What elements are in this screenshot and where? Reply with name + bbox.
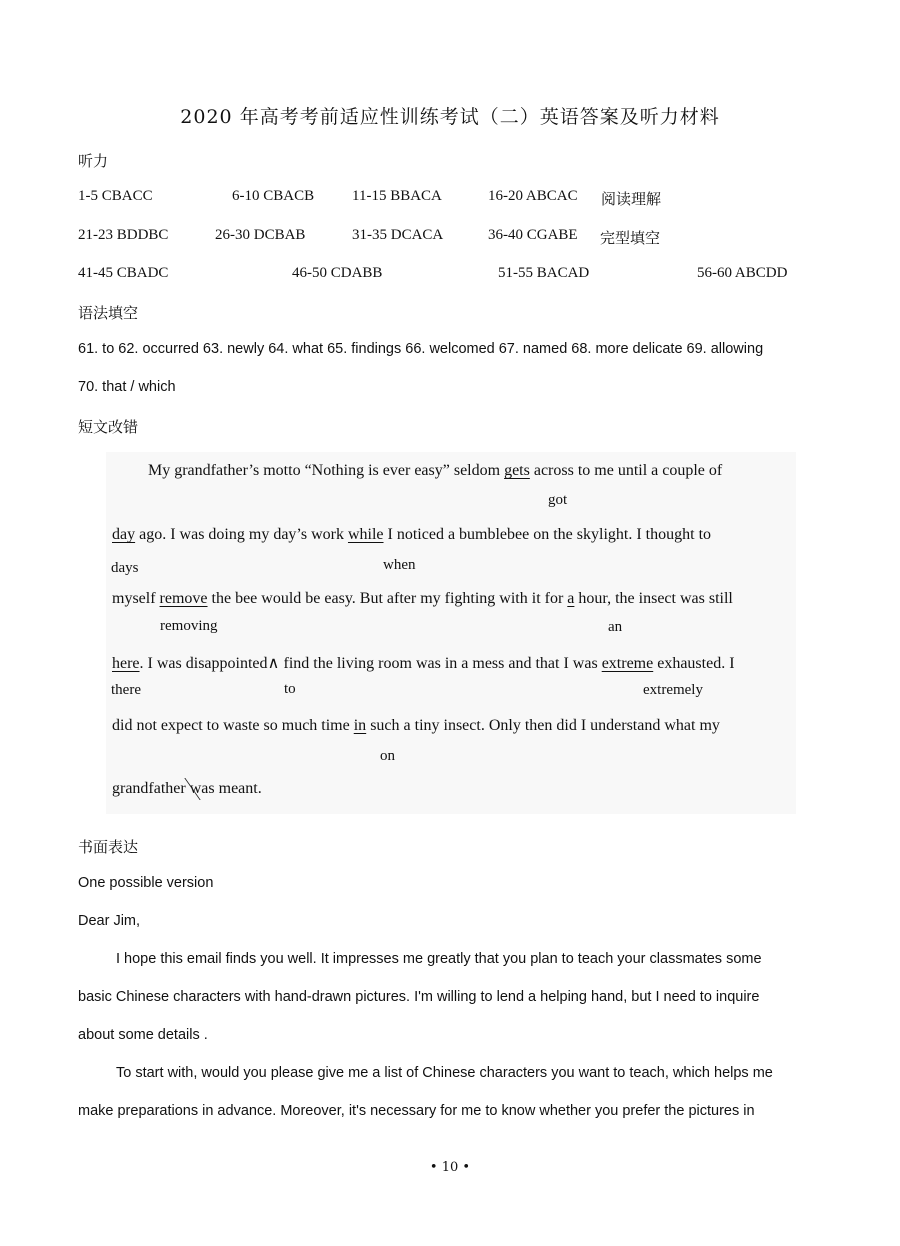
error-word: day: [112, 526, 136, 543]
answer-36-40: 36-40 CGABE: [488, 227, 578, 243]
correction-line-4: here. I was disappointed∧ find the living room was in a mess and that I was extreme exhausted. I: [112, 655, 735, 672]
correction-fix: there: [111, 682, 141, 698]
page-number: • 10 •: [429, 1160, 471, 1175]
correction-fix: got: [548, 492, 568, 508]
section-correction: 短文改错: [78, 418, 139, 436]
section-cloze: 完型填空: [600, 229, 661, 247]
answer-11-15: 11-15 BBACA: [352, 188, 442, 204]
answer-21-23: 21-23 BDDBC: [78, 227, 169, 243]
error-word: here: [112, 655, 140, 672]
correction-fix: removing: [160, 618, 218, 634]
letter-paragraph-2-line-1: To start with, would you please give me a list of Chinese characters you want to teach, which helps me: [116, 1065, 773, 1081]
letter-paragraph-1-line-3: about some details .: [78, 1027, 208, 1043]
letter-paragraph-1-line-2: basic Chinese characters with hand-drawn pictures. I'm willing to lend a helping hand, but I need to inquire: [78, 989, 760, 1005]
letter-paragraph-1-line-1: I hope this email finds you well. It impresses me greatly that you plan to teach your classmates some: [116, 951, 762, 967]
page-title: 2020 年高考考前适应性训练考试（二）英语答案及听力材料: [180, 106, 720, 128]
answer-41-45: 41-45 CBADC: [78, 265, 169, 281]
correction-fix: when: [383, 557, 416, 573]
section-reading: 阅读理解: [601, 190, 662, 208]
answer-31-35: 31-35 DCACA: [352, 227, 444, 243]
error-word: remove: [159, 590, 208, 607]
answer-46-50: 46-50 CDABB: [292, 265, 383, 281]
error-word: extreme: [601, 655, 654, 672]
correction-line-5: did not expect to waste so much time in such a tiny insect. Only then did I understand what my: [112, 717, 720, 734]
section-listening: 听力: [78, 152, 109, 170]
correction-fix: on: [380, 748, 395, 764]
answer-16-20: 16-20 ABCAC: [488, 188, 578, 204]
correction-line-2: day ago. I was doing my day’s work while I noticed a bumblebee on the skylight. I thought to: [112, 526, 712, 543]
correction-line-3: myself remove the bee would be easy. But after my fighting with it for a hour, the insect was still: [112, 590, 733, 607]
error-word: in: [353, 717, 367, 734]
deleted-word: was: [189, 780, 215, 797]
correction-fix: days: [111, 560, 139, 576]
section-grammar: 语法填空: [78, 304, 139, 322]
correction-fix: an: [608, 619, 623, 635]
letter-paragraph-2-line-2: make preparations in advance. Moreover, it's necessary for me to know whether you prefer the pictures in: [78, 1103, 755, 1119]
error-word: gets: [504, 462, 530, 479]
version-label: One possible version: [78, 875, 214, 891]
error-word: a: [567, 590, 575, 607]
answer-6-10: 6-10 CBACB: [232, 188, 315, 204]
grammar-answers-line-1: 61. to 62. occurred 63. newly 64. what 65. findings 66. welcomed 67. named 68. more delicate 69. allowing: [78, 341, 764, 357]
answer-1-5: 1-5 CBACC: [78, 188, 153, 204]
correction-line-1: My grandfather’s motto “Nothing is ever easy” seldom gets across to me until a couple of: [148, 462, 723, 479]
grammar-answers-line-2: 70. that / which: [78, 379, 176, 395]
section-writing: 书面表达: [78, 838, 139, 856]
answer-56-60: 56-60 ABCDD: [697, 265, 788, 281]
answer-51-55: 51-55 BACAD: [498, 265, 590, 281]
correction-line-6: grandfather was meant.: [112, 780, 262, 797]
correction-fix: extremely: [643, 682, 703, 698]
answer-26-30: 26-30 DCBAB: [215, 227, 306, 243]
letter-greeting: Dear Jim,: [78, 913, 141, 929]
insert-caret: ∧: [267, 655, 280, 672]
correction-fix: to: [284, 681, 296, 697]
error-word: while: [347, 526, 384, 543]
